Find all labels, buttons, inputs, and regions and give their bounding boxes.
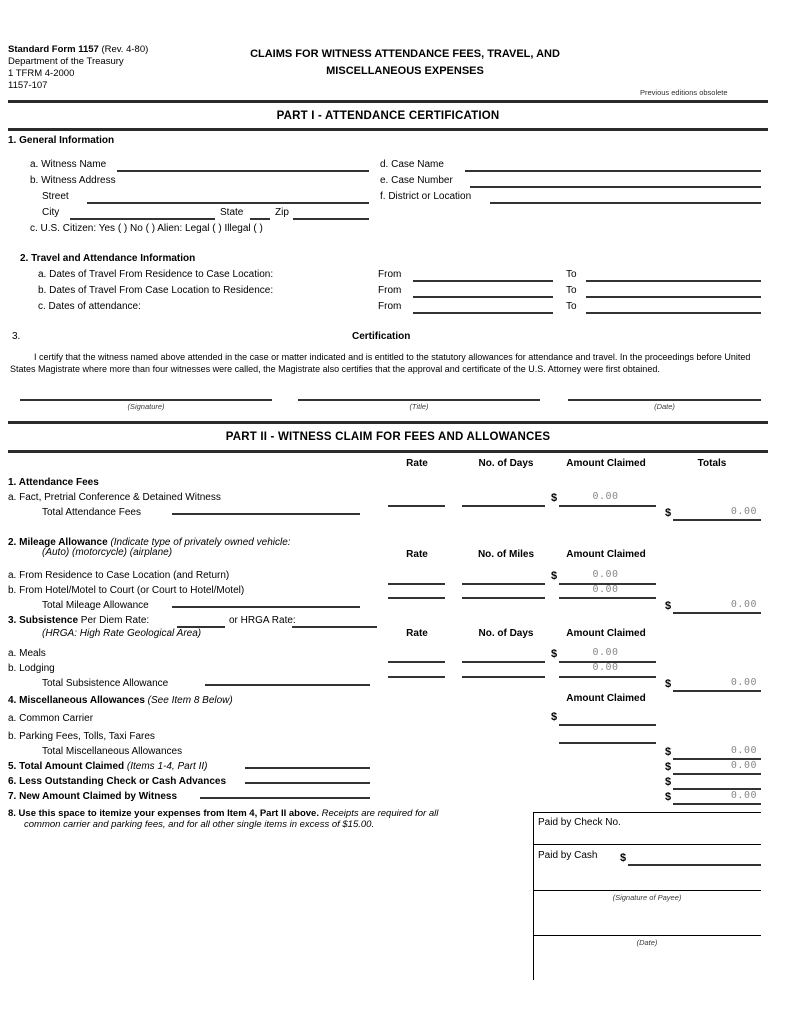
travel-a-from-field[interactable] (413, 280, 553, 282)
form-title (195, 46, 615, 80)
travel-a-from-label: From (378, 269, 402, 280)
mileage-b-miles-field[interactable] (462, 597, 545, 599)
travel-b-to-field[interactable] (586, 296, 761, 298)
district-location-label: f. District or Location (380, 191, 472, 202)
subsistence-perdiem-label: Per Diem Rate: (78, 615, 150, 626)
case-name-label: d. Case Name (380, 159, 444, 170)
item6-leader (245, 782, 370, 784)
mileage-title-italic: (Indicate type of privately owned vehicle: (107, 537, 291, 548)
mileage-a-dollar-sign: $ (551, 570, 558, 582)
travel-c-to-label: To (566, 301, 577, 312)
col-header-amount-4: Amount Claimed (566, 693, 646, 704)
title-caption: (Title) (409, 402, 429, 411)
meals-days-field[interactable] (462, 661, 545, 663)
item7-field[interactable] (673, 803, 761, 805)
form-revision: (Rev. 4-80) (98, 44, 149, 55)
section1-title: 1. General Information (8, 135, 115, 146)
item6-dollar-sign: $ (665, 776, 672, 788)
item5-leader (245, 767, 370, 769)
lodging-days-field[interactable] (462, 676, 545, 678)
col-header-days-3: No. of Days (478, 628, 534, 639)
total-subsistence-label: Total Subsistence Allowance (42, 678, 169, 689)
travel-b-from-field[interactable] (413, 296, 553, 298)
part2-banner: PART II - WITNESS CLAIM FOR FEES AND ALLOWANCES (225, 431, 551, 443)
col-header-amount-3: Amount Claimed (566, 628, 646, 639)
payee-date-caption: (Date) (636, 938, 658, 947)
total-mileage-value: 0.00 (730, 599, 757, 610)
hrga-rate-label: or HRGA Rate: (229, 615, 296, 626)
travel-b-from-label: From (378, 285, 402, 296)
total-mileage-leader (172, 606, 360, 608)
citizenship-label[interactable]: c. U.S. Citizen: Yes ( ) No ( ) Alien: Legal ( ) Illegal ( ) (30, 223, 263, 234)
total-amount-claimed-row (8, 761, 207, 772)
misc-title-italic: (See Item 8 Below) (144, 695, 233, 706)
attendance-fees-item-a: a. Fact, Pretrial Conference & Detained Witness (8, 492, 221, 503)
payment-box-top-border (533, 812, 761, 813)
witness-name-field[interactable] (117, 170, 369, 172)
lodging-amount-field[interactable] (559, 676, 656, 678)
lodging-amount-value: 0.00 (592, 662, 619, 673)
paid-by-cash-dollar-sign: $ (620, 852, 627, 864)
mileage-a-miles-field[interactable] (462, 583, 545, 585)
subsistence-title-bold: 3. Subsistence (8, 615, 79, 626)
item8-italic-1: Receipts are required for all (318, 808, 439, 819)
meals-dollar-sign: $ (551, 648, 558, 660)
total-misc-label: Total Miscellaneous Allowances (42, 746, 183, 757)
payment-box-divider-3 (533, 935, 761, 936)
common-carrier-dollar-sign: $ (551, 711, 558, 723)
col-header-rate-3: Rate (406, 628, 428, 639)
witness-name-label: a. Witness Name (30, 159, 107, 170)
travel-to-residence-label: b. Dates of Travel From Case Location to Residence: (38, 285, 274, 296)
header-divider-rule (8, 100, 768, 103)
agency-name: Department of the Treasury (8, 56, 124, 67)
mileage-a-rate-field[interactable] (388, 583, 445, 585)
attendance-amount-field[interactable] (559, 505, 656, 507)
mileage-b-rate-field[interactable] (388, 597, 445, 599)
item7-dollar-sign: $ (665, 791, 672, 803)
total-attendance-leader (172, 513, 360, 515)
col-header-miles: No. of Miles (477, 549, 535, 560)
item6-label: 6. Less Outstanding Check or Cash Advances (8, 776, 227, 787)
col-header-totals: Totals (697, 458, 727, 469)
total-subsistence-leader (205, 684, 370, 686)
zip-field[interactable] (293, 218, 369, 220)
item3-number: 3. (12, 331, 21, 342)
paid-by-check-label: Paid by Check No. (538, 817, 621, 828)
item8-italic-2: common carrier and parking fees, and for all other single items in excess of $15.00. (24, 819, 375, 830)
hrga-note: (HRGA: High Rate Geological Area) (42, 628, 202, 639)
col-header-rate-2: Rate (406, 549, 428, 560)
attendance-amount-value: 0.00 (592, 491, 619, 502)
item7-label: 7. New Amount Claimed by Witness (8, 791, 178, 802)
total-attendance-value: 0.00 (730, 506, 757, 517)
part1-banner-rule (8, 128, 768, 131)
zip-label: Zip (275, 207, 289, 218)
section-attendance-fees-title: 1. Attendance Fees (8, 477, 99, 488)
item5-bold: 5. Total Amount Claimed (8, 761, 125, 772)
part1-banner: PART I - ATTENDANCE CERTIFICATION (276, 110, 500, 122)
form-tfrm-line: 1 TFRM 4-2000 (8, 68, 75, 79)
section2-title: 2. Travel and Attendance Information (20, 253, 196, 264)
travel-c-to-field[interactable] (586, 312, 761, 314)
total-attendance-field[interactable] (673, 519, 761, 521)
item5-italic: (Items 1-4, Part II) (124, 761, 208, 772)
payment-box-divider-2 (533, 890, 761, 891)
col-header-days-1: No. of Days (478, 458, 534, 469)
part2-banner-rule (8, 450, 768, 453)
paid-by-cash-label: Paid by Cash (538, 850, 598, 861)
travel-c-from-field[interactable] (413, 312, 553, 314)
attendance-rate-field[interactable] (388, 505, 445, 507)
form-number: Standard Form 1157 (8, 44, 99, 55)
signature-line[interactable] (20, 399, 272, 401)
section-misc-title (8, 695, 233, 706)
case-number-field[interactable] (470, 186, 761, 188)
total-mileage-dollar-sign: $ (665, 600, 672, 612)
mileage-b-amount-value: 0.00 (592, 584, 619, 595)
item5-dollar-sign: $ (665, 761, 672, 773)
travel-a-to-field[interactable] (586, 280, 761, 282)
case-number-label: e. Case Number (380, 175, 453, 186)
col-header-rate-1: Rate (406, 458, 428, 469)
street-label: Street (42, 191, 69, 202)
signature-caption: (Signature) (127, 402, 165, 411)
total-misc-value: 0.00 (730, 745, 757, 756)
case-name-field[interactable] (465, 170, 761, 172)
city-field[interactable] (70, 218, 215, 220)
form-title-line2: MISCELLANEOUS EXPENSES (326, 65, 484, 77)
item8-instructions (8, 808, 513, 830)
misc-item-parking-fees: b. Parking Fees, Tolls, Taxi Fares (8, 731, 155, 742)
meals-rate-field[interactable] (388, 661, 445, 663)
dates-attendance-label: c. Dates of attendance: (38, 301, 141, 312)
travel-a-to-label: To (566, 269, 577, 280)
paid-by-cash-field[interactable] (628, 864, 761, 866)
total-attendance-dollar-sign: $ (665, 507, 672, 519)
parking-fees-amount-field[interactable] (559, 742, 656, 744)
witness-address-label: b. Witness Address (30, 175, 116, 186)
common-carrier-amount-field[interactable] (559, 724, 656, 726)
mileage-vehicle-types: (Auto) (motorcycle) (airplane) (42, 547, 173, 558)
item5-field[interactable] (673, 773, 761, 775)
signature-of-payee-caption: (Signature of Payee) (612, 893, 682, 902)
mileage-a-amount-value: 0.00 (592, 569, 619, 580)
meals-amount-value: 0.00 (592, 647, 619, 658)
total-subsistence-value: 0.00 (730, 677, 757, 688)
certification-text: I certify that the witness named above attended in the case or matter indicated and is entitled to the statutory allowances for attendance and travel. In the proceedings before United States Magistrate where more than four witnesses were called, the Magistrate also certifies that the approval and certificate of the U.S. Attorney were first obtained. (10, 352, 751, 374)
mileage-item-a: a. From Residence to Case Location (and Return) (8, 570, 230, 581)
mileage-b-amount-field[interactable] (559, 597, 656, 599)
subsistence-item-meals: a. Meals (8, 648, 46, 659)
form-title-line1: CLAIMS FOR WITNESS ATTENDANCE FEES, TRAVEL, AND (250, 48, 560, 60)
mileage-item-b: b. From Hotel/Motel to Court (or Court to Hotel/Motel) (8, 585, 245, 596)
total-subsistence-field[interactable] (673, 690, 761, 692)
date-line[interactable] (568, 399, 761, 401)
travel-c-from-label: From (378, 301, 402, 312)
previous-editions-note: Previous editions obsolete (640, 88, 728, 97)
item8-bold: 8. Use this space to itemize your expenses from Item 4, Part II above. (8, 808, 319, 819)
title-line[interactable] (298, 399, 540, 401)
district-location-field[interactable] (490, 202, 761, 204)
travel-to-case-label: a. Dates of Travel From Residence to Case Location: (38, 269, 274, 280)
state-field[interactable] (250, 218, 270, 220)
lodging-rate-field[interactable] (388, 676, 445, 678)
date-caption: (Date) (654, 402, 675, 411)
form-code-line: 1157-107 (8, 80, 48, 91)
payment-box-divider-1 (533, 844, 761, 845)
attendance-days-field[interactable] (462, 505, 545, 507)
total-mileage-label: Total Mileage Allowance (42, 600, 149, 611)
total-misc-dollar-sign: $ (665, 746, 672, 758)
total-mileage-field[interactable] (673, 612, 761, 614)
certification-heading: Certification (352, 331, 411, 342)
hrga-rate-field[interactable] (292, 626, 377, 628)
section-subsistence-title (8, 615, 149, 626)
item7-value: 0.00 (730, 790, 757, 801)
attendance-amount-dollar-sign: $ (551, 492, 558, 504)
misc-title-bold: 4. Miscellaneous Allowances (8, 695, 145, 706)
col-header-amount-2: Amount Claimed (566, 549, 646, 560)
col-header-amount-1: Amount Claimed (566, 458, 646, 469)
mileage-title-bold: 2. Mileage Allowance (8, 537, 108, 548)
form-identifier-block (8, 44, 148, 92)
total-attendance-fees-label: Total Attendance Fees (42, 507, 141, 518)
subsistence-item-lodging: b. Lodging (8, 663, 55, 674)
item5-value: 0.00 (730, 760, 757, 771)
total-subsistence-dollar-sign: $ (665, 678, 672, 690)
part1-bottom-rule (8, 421, 768, 424)
misc-item-common-carrier: a. Common Carrier (8, 713, 94, 724)
state-label: State (220, 207, 244, 218)
travel-b-to-label: To (566, 285, 577, 296)
city-label: City (42, 207, 60, 218)
item7-leader (200, 797, 370, 799)
street-field[interactable] (87, 202, 369, 204)
